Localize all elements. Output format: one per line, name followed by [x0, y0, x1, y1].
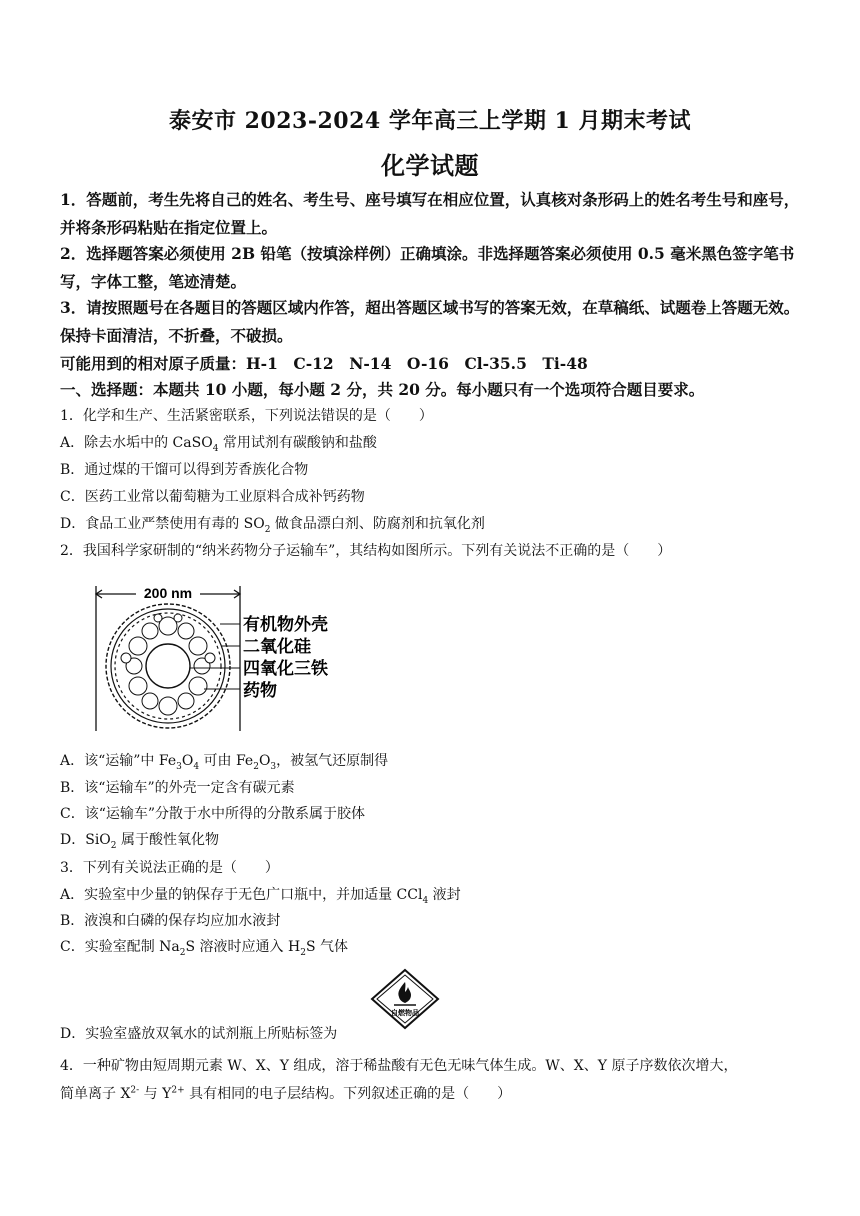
section-heading: 一、选择题：本题共 10 小题，每小题 2 分，共 20 分。每小题只有一个选项符合题目要求。 — [60, 380, 705, 399]
instruction-3: 3．请按照题号在各题目的答题区域内作答，超出答题区域书写的答案无效，在草稿纸、试题卷上答题无效。保持卡面清洁，不折叠，不破损。 — [60, 298, 800, 345]
label-silica: 二氧化硅 — [243, 637, 311, 657]
atomic-masses: 可能用到的相对原子质量：H-1 C-12 N-14 O-16 Cl-35.5 Ti-48 — [60, 354, 588, 373]
q3-stem: 3．下列有关说法正确的是（ ） — [60, 860, 279, 876]
q4-line-2: 简单离子 $X^{2-}$ 与 $Y^{2+}$ 具有相同的电子层结构。下列叙述正确的是（ ） — [60, 1085, 512, 1102]
q3-option-b: B．液溴和白磷的保存均应加水液封 — [60, 913, 281, 929]
q2-stem: 2．我国科学家研制的“纳米药物分子运输车”，其结构如图所示。下列有关说法不正确的是（ ） — [60, 543, 672, 559]
label-caption: 自燃物品 — [391, 1009, 419, 1017]
q1-option-a: A．除去水垢中的 CaSO$_4$ 常用试剂有碳酸钠和盐酸 — [60, 435, 377, 454]
q4-line-1: 4．一种矿物由短周期元素 W、X、Y 组成，溶于稀盐酸有无色无味气体生成。W、X、Y 原子序数依次增大， — [60, 1058, 738, 1074]
q3-option-c: C．实验室配制 $Na_2S$ 溶液时应通入 $H_2S$ 气体 — [60, 939, 348, 958]
spontaneous-combustion-label-icon — [370, 968, 440, 1030]
label-drug: 药物 — [243, 681, 277, 701]
q1-option-c: C．医药工业常以葡萄糖为工业原料合成补钙药物 — [60, 489, 365, 505]
exam-subtitle: 化学试题 — [381, 151, 479, 180]
q3-option-d: D．实验室盛放双氧水的试剂瓶上所贴标签为 — [60, 1026, 338, 1042]
q3-option-a: A．实验室中少量的钠保存于无色广口瓶中，并加适量 CCl$_4$ 液封 — [60, 887, 461, 906]
label-organic-shell: 有机物外壳 — [243, 615, 328, 635]
label-iron-oxide: 四氧化三铁 — [243, 659, 328, 679]
scale-label: 200 nm — [143, 585, 193, 601]
q2-option-b: B．该“运输车”的外壳一定含有碳元素 — [60, 780, 295, 796]
q1-option-b: B．通过煤的干馏可以得到芳香族化合物 — [60, 462, 309, 478]
instruction-2: 2．选择题答案必须使用 2B 铅笔（按填涂样例）正确填涂。非选择题答案必须使用 0.5 毫米黑色签字笔书写，字体工整，笔迹清楚。 — [60, 244, 795, 291]
q1-option-d: D．食品工业严禁使用有毒的 $SO_2$ 做食品漂白剂、防腐剂和抗氧化剂 — [60, 516, 485, 535]
q1-stem: 1．化学和生产、生活紧密联系，下列说法错误的是（ ） — [60, 408, 433, 424]
q2-option-a: A．该“运输”中 $Fe_3O_4$ 可由 $Fe_2O_3$，被氢气还原制得 — [60, 753, 389, 772]
q2-option-c: C．该“运输车”分散于水中所得的分散系属于胶体 — [60, 806, 366, 822]
exam-title: 泰安市 2023-2024 学年高三上学期 1 月期末考试 — [168, 108, 692, 134]
q2-option-d: D．SiO$_2$ 属于酸性氧化物 — [60, 832, 219, 851]
instruction-1: 1．答题前，考生先将自己的姓名、考生号、座号填写在相应位置，认真核对条形码上的姓名考生号和座号，并将条形码粘贴在指定位置上。 — [60, 190, 800, 237]
nano-carrier-figure — [90, 576, 340, 734]
